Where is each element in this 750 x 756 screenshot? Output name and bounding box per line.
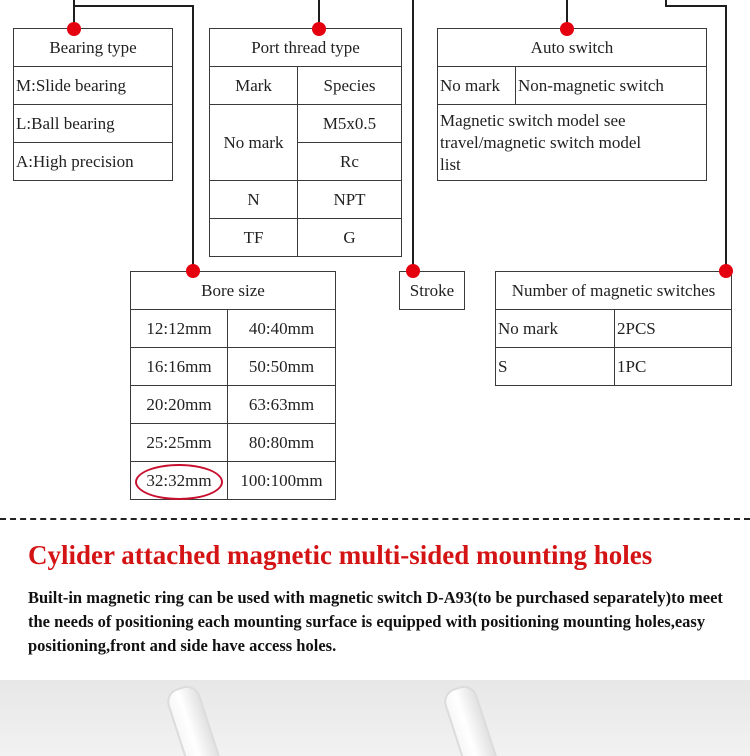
- bore-size-option: 80:80mm: [228, 424, 336, 462]
- marker-dot: [560, 22, 574, 36]
- connector-line: [412, 0, 414, 270]
- bearing-option: A:High precision: [14, 143, 173, 181]
- bearing-type-title: Bearing type: [14, 29, 173, 67]
- thread-species: NPT: [298, 181, 402, 219]
- connector-line: [665, 0, 667, 7]
- dashed-divider: [0, 518, 750, 520]
- bore-size-option: 100:100mm: [228, 462, 336, 500]
- stroke-label: Stroke: [400, 272, 465, 310]
- num-switches-mark: No mark: [496, 310, 615, 348]
- auto-switch-title: Auto switch: [438, 29, 707, 67]
- num-switches-mark: S: [496, 348, 615, 386]
- auto-switch-note: Magnetic switch model see travel/magnetic switch model list: [438, 105, 707, 181]
- feature-headline: Cylider attached magnetic multi-sided mounting holes: [28, 540, 653, 570]
- num-switches-table: [495, 271, 732, 386]
- thread-mark: TF: [210, 219, 298, 257]
- bearing-option: L:Ball bearing: [14, 105, 173, 143]
- bore-size-option: 50:50mm: [228, 348, 336, 386]
- cylinder-tube-image: [441, 682, 518, 756]
- bearing-type-table: [13, 28, 173, 181]
- thread-species: Rc: [298, 143, 402, 181]
- auto-switch-mark: No mark: [438, 67, 516, 105]
- bore-size-option: 20:20mm: [131, 386, 228, 424]
- num-switches-value: 2PCS: [615, 310, 732, 348]
- marker-dot: [186, 264, 200, 278]
- bore-size-option: 12:12mm: [131, 310, 228, 348]
- bore-size-option: 63:63mm: [228, 386, 336, 424]
- auto-switch-table: [437, 28, 707, 181]
- port-thread-title: Port thread type: [210, 29, 402, 67]
- thread-mark: No mark: [210, 105, 298, 181]
- product-photo: [0, 680, 750, 756]
- connector-line: [725, 5, 727, 270]
- thread-species: G: [298, 219, 402, 257]
- connector-line: [192, 5, 194, 270]
- marker-dot: [406, 264, 420, 278]
- bearing-option: M:Slide bearing: [14, 67, 173, 105]
- feature-description: Built-in magnetic ring can be used with magnetic switch D-A93(to be purchased separately)to meet the needs of positioning each mounting surface is equipped with positioning mounting holes,easy positioning,front and side have access holes.: [28, 588, 723, 655]
- marker-dot: [312, 22, 326, 36]
- bore-size-title: Bore size: [131, 272, 336, 310]
- num-switches-title: Number of magnetic switches: [496, 272, 732, 310]
- thread-mark: N: [210, 181, 298, 219]
- thread-species: M5x0.5: [298, 105, 402, 143]
- bore-size-option: 25:25mm: [131, 424, 228, 462]
- connector-line: [665, 5, 727, 7]
- auto-switch-value: Non-magnetic switch: [516, 67, 707, 105]
- marker-dot: [719, 264, 733, 278]
- bore-size-option: 40:40mm: [228, 310, 336, 348]
- port-thread-table: [209, 28, 402, 257]
- column-header-mark: Mark: [210, 67, 298, 105]
- column-header-species: Species: [298, 67, 402, 105]
- bore-size-option: 16:16mm: [131, 348, 228, 386]
- cylinder-tube-image: [164, 682, 241, 756]
- connector-line: [73, 5, 194, 7]
- highlight-circle: [135, 464, 223, 500]
- num-switches-value: 1PC: [615, 348, 732, 386]
- bore-size-option-highlighted: 32:32mm: [131, 462, 228, 500]
- marker-dot: [67, 22, 81, 36]
